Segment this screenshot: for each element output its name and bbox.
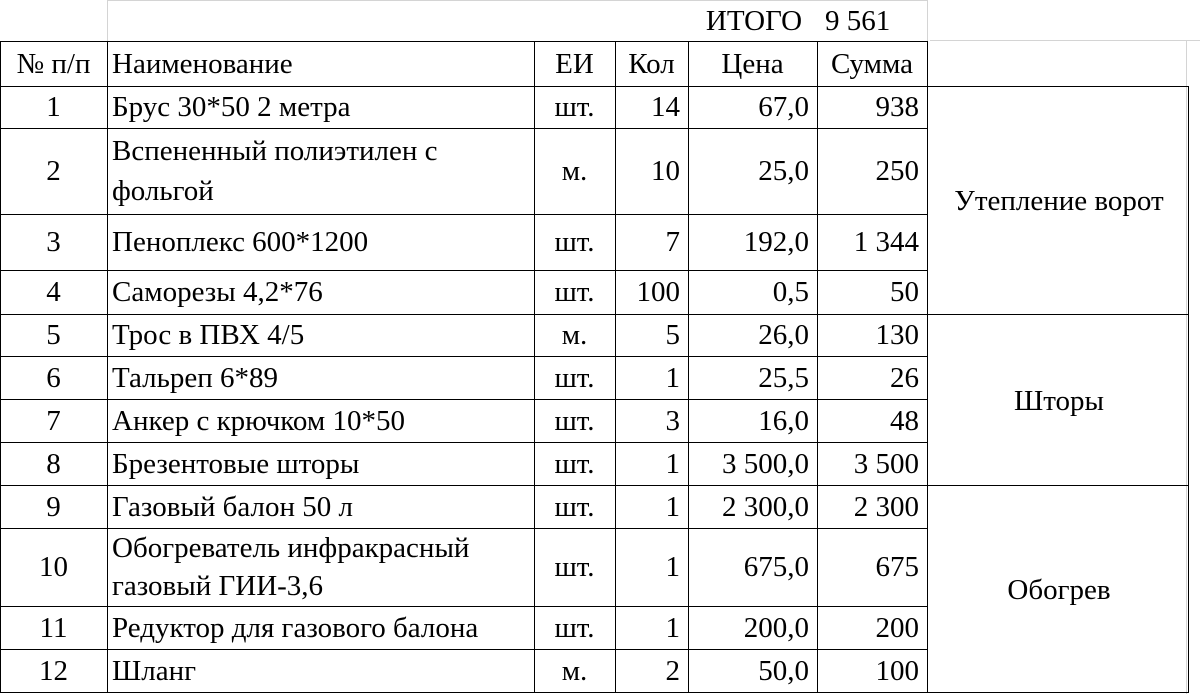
- border-line: [0, 399, 927, 400]
- row-6-qty: 1: [665, 361, 680, 394]
- row-9-unit: шт.: [554, 490, 595, 523]
- row-10-name: Обогреватель инфракрасный газовый ГИИ-3,6: [112, 532, 470, 602]
- row-12-unit: м.: [561, 654, 588, 687]
- row-4-name: Саморезы 4,2*76: [112, 276, 323, 308]
- row-2-name: Вспененный полиэтилен с фольгой: [112, 135, 438, 207]
- row-9-price: 2 300,0: [722, 490, 809, 523]
- border-line: [0, 692, 927, 693]
- row-11-unit: шт.: [554, 611, 595, 644]
- row-7-num: 7: [46, 404, 61, 437]
- row-3-unit: шт.: [554, 226, 595, 258]
- gridline: [107, 0, 108, 42]
- row-6-price: 25,5: [758, 361, 809, 394]
- row-1-price: 67,0: [758, 91, 809, 123]
- row-4-qty: 100: [636, 276, 680, 308]
- row-2-price: 25,0: [758, 155, 809, 187]
- row-9-sum: 2 300: [853, 490, 919, 523]
- row-5-name: Трос в ПВХ 4/5: [112, 319, 305, 351]
- header-unit: ЕИ: [555, 48, 594, 80]
- border-line: [1188, 86, 1189, 693]
- border-line: [0, 214, 927, 215]
- row-2-unit: м.: [561, 155, 588, 187]
- border-line: [927, 41, 928, 693]
- row-12-num: 12: [39, 654, 68, 687]
- row-5-unit: м.: [561, 319, 588, 351]
- group-label-insulation: Утепление ворот: [954, 185, 1164, 217]
- total-label: ИТОГО: [705, 5, 803, 37]
- row-2-sum: 250: [875, 155, 919, 187]
- border-line: [0, 606, 927, 607]
- border-line: [688, 41, 689, 693]
- group-label-heating: Обогрев: [1007, 573, 1111, 606]
- row-6-sum: 26: [890, 361, 919, 394]
- row-1-qty: 14: [651, 91, 680, 123]
- border-line: [0, 86, 927, 87]
- border-line: [927, 314, 1188, 315]
- row-10-price: 675,0: [743, 551, 809, 583]
- gridline: [107, 0, 927, 1]
- row-7-unit: шт.: [554, 404, 595, 437]
- row-3-qty: 7: [665, 226, 680, 258]
- row-3-sum: 1 344: [853, 226, 919, 258]
- header-num: № п/п: [16, 48, 91, 80]
- row-4-num: 4: [46, 276, 61, 308]
- row-1-num: 1: [46, 91, 61, 123]
- row-11-qty: 1: [665, 611, 680, 644]
- border-line: [0, 649, 927, 650]
- row-4-sum: 50: [890, 276, 919, 308]
- row-4-unit: шт.: [554, 276, 595, 308]
- row-8-sum: 3 500: [853, 447, 919, 480]
- row-7-name: Анкер с крючком 10*50: [112, 404, 405, 437]
- row-9-qty: 1: [665, 490, 680, 523]
- row-8-qty: 1: [665, 447, 680, 480]
- row-6-name: Тальреп 6*89: [112, 361, 278, 394]
- gridline: [927, 0, 928, 42]
- border-line: [0, 314, 927, 315]
- gridline: [930, 40, 1200, 41]
- group-label-curtains: Шторы: [1013, 384, 1105, 417]
- row-6-unit: шт.: [554, 361, 595, 394]
- border-line: [107, 41, 108, 693]
- border-line: [0, 528, 927, 529]
- border-line: [0, 356, 927, 357]
- row-8-unit: шт.: [554, 447, 595, 480]
- row-10-qty: 1: [665, 551, 680, 583]
- border-line: [927, 485, 1188, 486]
- border-line: [817, 41, 818, 693]
- row-3-price: 192,0: [743, 226, 809, 258]
- row-11-num: 11: [39, 611, 68, 644]
- total-value: 9 561: [825, 5, 891, 37]
- row-10-unit: шт.: [554, 551, 595, 583]
- row-3-num: 3: [46, 226, 61, 258]
- border-line: [0, 41, 1, 693]
- row-11-name: Редуктор для газового балона: [112, 611, 479, 644]
- row-12-qty: 2: [665, 654, 680, 687]
- border-line: [0, 270, 927, 271]
- border-line: [0, 485, 927, 486]
- row-2-num: 2: [46, 155, 61, 187]
- row-7-price: 16,0: [758, 404, 809, 437]
- header-name: Наименование: [112, 48, 293, 80]
- row-1-sum: 938: [875, 91, 919, 123]
- row-8-price: 3 500,0: [722, 447, 809, 480]
- row-4-price: 0,5: [772, 276, 809, 308]
- row-7-sum: 48: [890, 404, 919, 437]
- row-10-num: 10: [39, 551, 68, 583]
- row-7-qty: 3: [665, 404, 680, 437]
- border-line: [927, 692, 1188, 693]
- border-line: [0, 128, 927, 129]
- border-line: [927, 86, 1188, 87]
- row-8-name: Брезентовые шторы: [112, 447, 360, 480]
- row-5-price: 26,0: [758, 319, 809, 351]
- row-2-qty: 10: [651, 155, 680, 187]
- row-5-sum: 130: [875, 319, 919, 351]
- row-11-price: 200,0: [743, 611, 809, 644]
- row-6-num: 6: [46, 361, 61, 394]
- row-10-sum: 675: [875, 551, 919, 583]
- row-12-sum: 100: [875, 654, 919, 687]
- row-11-sum: 200: [875, 611, 919, 644]
- row-9-name: Газовый балон 50 л: [112, 490, 353, 523]
- border-line: [534, 41, 535, 693]
- row-12-name: Шланг: [112, 654, 197, 687]
- row-5-qty: 5: [665, 319, 680, 351]
- row-3-name: Пеноплекс 600*1200: [112, 226, 369, 258]
- header-qty: Кол: [628, 48, 675, 80]
- row-5-num: 5: [46, 319, 61, 351]
- header-sum: Сумма: [830, 48, 914, 80]
- row-1-unit: шт.: [554, 91, 595, 123]
- border-line: [615, 41, 616, 693]
- border-line: [0, 41, 927, 42]
- row-9-num: 9: [46, 490, 61, 523]
- row-1-name: Брус 30*50 2 метра: [112, 91, 351, 123]
- row-8-num: 8: [46, 447, 61, 480]
- row-12-price: 50,0: [758, 654, 809, 687]
- header-price: Цена: [721, 48, 784, 80]
- border-line: [0, 442, 927, 443]
